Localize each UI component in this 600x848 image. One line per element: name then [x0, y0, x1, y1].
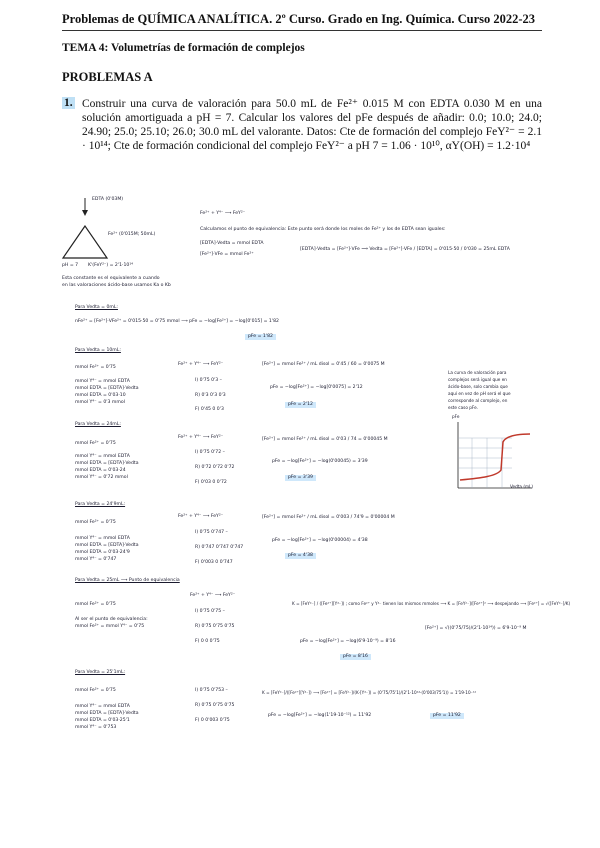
- section-4-left-2: mmol Fe²⁺ = mmol Y⁴⁻ = 0'75: [75, 624, 145, 629]
- section-1-reaction: Fe²⁺ + Y⁴⁻ ⟶ FeY²⁻: [178, 362, 224, 367]
- section-2-row-r: R) 0'72 0'72 0'72: [195, 465, 235, 470]
- problem-number: 1.: [64, 97, 73, 109]
- section-2-row-i: I) 0'75 0'72 –: [195, 450, 225, 455]
- flask-icon: [63, 226, 107, 258]
- section-5-left-4: mmol Y⁴⁻ = 0'753: [75, 725, 117, 730]
- section-4-title: Para Vedta = 25mL ⟶ Punto de equivalencia: [75, 578, 180, 583]
- section-3-title: Para Vedta = 24'9mL:: [75, 502, 126, 507]
- section-4-left-1: Al ser el punto de equivalencia:: [75, 617, 148, 622]
- section-4-left-0: mmol Fe²⁺ = 0'75: [75, 602, 116, 607]
- section-1-left-4: mmol Y⁴⁻ = 0'3 mmol: [75, 400, 125, 405]
- caption-line-1: Esta constante es el equivalente a cuando: [62, 276, 160, 281]
- fe-label: Fe²⁺ (0'015M; 50mL): [108, 232, 156, 237]
- kf-label: K'(FeY²⁻) = 2'1·10¹⁴: [88, 263, 134, 268]
- equivalence-line-3: [EDTA]·Vedta = [Fe²⁺]·VFe ⟹ Vedta = [Fe²⁺]·VFe / [EDTA] = 0'015·50 / 0'030 = 25mL EDTA: [300, 247, 510, 252]
- side-note-0: La curva de valoración para: [448, 370, 507, 375]
- section-3-left-4: mmol Y⁴⁻ = 0'747: [75, 557, 117, 562]
- section-2-left-3: mmol EDTA = 0'03·24: [75, 468, 126, 473]
- equivalence-line-2: [Fe²⁺]·VFe = mmol Fe²⁺: [200, 252, 254, 257]
- topic-title: TEMA 4: Volumetrías de formación de complejos: [62, 42, 305, 54]
- section-5-title: Para Vedta = 25'1mL:: [75, 670, 126, 675]
- section-1-title: Para Vedta = 10mL:: [75, 348, 121, 353]
- section-3-result: pFe = 4'38: [285, 553, 316, 559]
- equivalence-line-1: [EDTA]·Vedta = mmol EDTA: [200, 241, 264, 246]
- section-5-left-2: mmol EDTA = [EDTA]·Vedta: [75, 711, 139, 716]
- section-2-left-4: mmol Y⁴⁻ = 0'72 mmol: [75, 475, 128, 480]
- edta-label: EDTA (0'03M): [92, 197, 124, 202]
- section-5-left-1: mmol Y⁴⁻ = mmol EDTA: [75, 704, 130, 709]
- section-3-eq-2: pFe = −log[Fe²⁺] = −log(0'00004) = 4'38: [272, 538, 368, 543]
- section-5-left-0: mmol Fe²⁺ = 0'75: [75, 688, 116, 693]
- section-0-result: pFe = 1'82: [245, 334, 276, 340]
- section-4-eq-3: pFe = −log[Fe²⁺] = −log(6'9·10⁻⁹) = 8'16: [300, 639, 396, 644]
- section-3-row-i: I) 0'75 0'747 –: [195, 530, 228, 535]
- section-title: PROBLEMAS A: [62, 70, 153, 84]
- section-3-left-0: mmol Fe²⁺ = 0'75: [75, 520, 116, 525]
- section-2-title: Para Vedta = 24mL:: [75, 422, 121, 427]
- arrow-head-icon: [82, 210, 88, 216]
- section-0-title: Para Vedta = 0mL:: [75, 305, 118, 310]
- section-3-left-1: mmol Y⁴⁻ = mmol EDTA: [75, 536, 130, 541]
- section-2-eq-1: [Fe²⁺] = mmol Fe²⁺ / mL disol = 0'03 / 74 = 0'00045 M: [262, 437, 388, 442]
- caption-line-2: en las valoraciones ácido-base usamos Ka o Kb: [62, 283, 171, 288]
- section-5-row-r: R) 0'75 0'75 0'75: [195, 703, 235, 708]
- section-2-left-2: mmol EDTA = [EDTA]·Vedta: [75, 461, 139, 466]
- section-3-reaction: Fe²⁺ + Y⁴⁻ ⟶ FeY²⁻: [178, 514, 224, 519]
- section-1-result: pFe = 2'12: [285, 402, 316, 408]
- section-1-row-r: R) 0'3 0'3 0'3: [195, 393, 226, 398]
- section-1-left-0: mmol Fe²⁺ = 0'75: [75, 365, 116, 370]
- section-2-result: pFe = 3'39: [285, 475, 316, 481]
- page-header: Problemas de QUÍMICA ANALÍTICA. 2º Curso. Grado en Ing. Química. Curso 2022-23: [62, 12, 542, 31]
- section-1-eq-2: pFe = −log[Fe²⁺] = −log[0'0075] = 2'12: [270, 385, 363, 390]
- section-3-eq-1: [Fe²⁺] = mmol Fe²⁺ / mL disol = 0'003 / 74'9 = 0'00004 M: [262, 515, 395, 520]
- section-4-result: pFe = 8'16: [340, 654, 371, 660]
- graph-y-label: pFe: [452, 414, 460, 419]
- section-1-eq-1: [Fe²⁺] = mmol Fe²⁺ / mL disol = 0'45 / 60 = 0'0075 M: [262, 362, 385, 367]
- section-4-row-i: I) 0'75 0'75 –: [195, 609, 225, 614]
- side-note-1: complejos será igual que en: [448, 377, 507, 382]
- reaction-top: Fe²⁺ + Y⁴⁻ ⟶ FeY²⁻: [200, 211, 246, 216]
- section-3-left-2: mmol EDTA = [EDTA]·Vedta: [75, 543, 139, 548]
- side-note-3: aquí en vez de pH será el que: [448, 391, 511, 396]
- section-1-row-i: I) 0'75 0'3 –: [195, 378, 222, 383]
- section-2-row-f: F) 0'03 0 0'72: [195, 480, 227, 485]
- section-4-eq-1: K = [FeY²⁻] / ([Fe²⁺][Y⁴⁻]) ; como Fe²⁺ y Y⁴⁻ tienen los mismos mmoles ⟶ K = [FeY²⁻]/[Fe²⁺]² ⟶ despejando ⟶ [Fe²⁺] = √([FeY²⁻]/K): [292, 601, 571, 606]
- section-2-eq-2: pFe = −log[Fe²⁺] = −log(0'00045) = 3'39: [272, 459, 368, 464]
- section-2-reaction: Fe²⁺ + Y⁴⁻ ⟶ FeY²⁻: [178, 435, 224, 440]
- section-4-row-r: R) 0'75 0'75 0'75: [195, 624, 235, 629]
- section-5-eq-2: pFe = −log[Fe²⁺] = −log(1'19·10⁻¹²) = 11'92: [268, 713, 372, 718]
- section-0-line: nFe²⁺ = [Fe²⁺]·VFe²⁺ = 0'015·50 = 0'75 mmol ⟶ pFe = −log[Fe²⁺] = −log[0'015] = 1'82: [75, 319, 279, 324]
- section-5-row-f: F) 0 0'003 0'75: [195, 718, 230, 723]
- graph-grid: [458, 438, 512, 488]
- graph-x-label: Vedta (mL): [510, 484, 533, 489]
- section-5-eq-1: K = [FeY²⁻]/([Fe²⁺][Y⁴⁻]) ⟶ [Fe²⁺] = [FeY²⁻]/(K·[Y⁴⁻]) = (0'75/75'1)/(2'1·10¹⁴·(0'003/75'1)) = 1'19·10⁻¹²: [262, 690, 477, 695]
- section-1-left-1: mmol Y⁴⁻ = mmol EDTA: [75, 379, 130, 384]
- section-3-row-f: F) 0'003 0 0'747: [195, 560, 233, 565]
- section-1-left-3: mmol EDTA = 0'03·10: [75, 393, 126, 398]
- ph-label: pH = 7: [62, 263, 79, 268]
- section-1-row-f: F) 0'45 0 0'3: [195, 407, 224, 412]
- problem-statement: Construir una curva de valoración para 50.0 mL de Fe²⁺ 0.015 M con EDTA 0.030 M en una solución amortiguada a pH = 7. Calcular los valores del pFe después de añadir: 0.0; 10.0; 24.0; 24.90; 25.0; 25.10; 26.0; 30.0 mL del valorante. Datos: Cte de formación del complejo FeY²⁻ = 2.1 · 10¹⁴; Cte de formación condicional del complejo FeY²⁻ a pH 7 = 1.06 · 10¹⁰, αY(OH) = 1.2·10⁴: [82, 98, 542, 152]
- equivalence-intro: Calculamos el punto de equivalencia: Este punto será donde los moles de Fe²⁺ y los de EDTA sean iguales:: [200, 227, 446, 232]
- section-4-row-f: F) 0 0 0'75: [195, 639, 220, 644]
- side-note-5: este caso pFe.: [448, 405, 478, 410]
- section-2-left-1: mmol Y⁴⁻ = mmol EDTA: [75, 454, 130, 459]
- section-1-left-2: mmol EDTA = [EDTA]·Vedta: [75, 386, 139, 391]
- side-note-2: ácido-base, solo cambia que: [448, 384, 508, 389]
- titration-curve: [460, 434, 530, 480]
- section-5-left-3: mmol EDTA = 0'03·25'1: [75, 718, 130, 723]
- section-2-left-0: mmol Fe²⁺ = 0'75: [75, 441, 116, 446]
- section-3-left-3: mmol EDTA = 0'03·24'9: [75, 550, 130, 555]
- section-4-reaction: Fe²⁺ + Y⁴⁻ ⟶ FeY²⁻: [190, 593, 236, 598]
- section-3-row-r: R) 0'747 0'747 0'747: [195, 545, 244, 550]
- section-5-row-i: I) 0'75 0'753 –: [195, 688, 228, 693]
- side-note-4: corresponde al complejo, en: [448, 398, 508, 403]
- section-4-eq-2: [Fe²⁺] = √((0'75/75)/(2'1·10¹⁴)) = 6'9·10⁻⁹ M: [425, 626, 527, 631]
- section-5-result: pFe = 11'92: [430, 713, 464, 719]
